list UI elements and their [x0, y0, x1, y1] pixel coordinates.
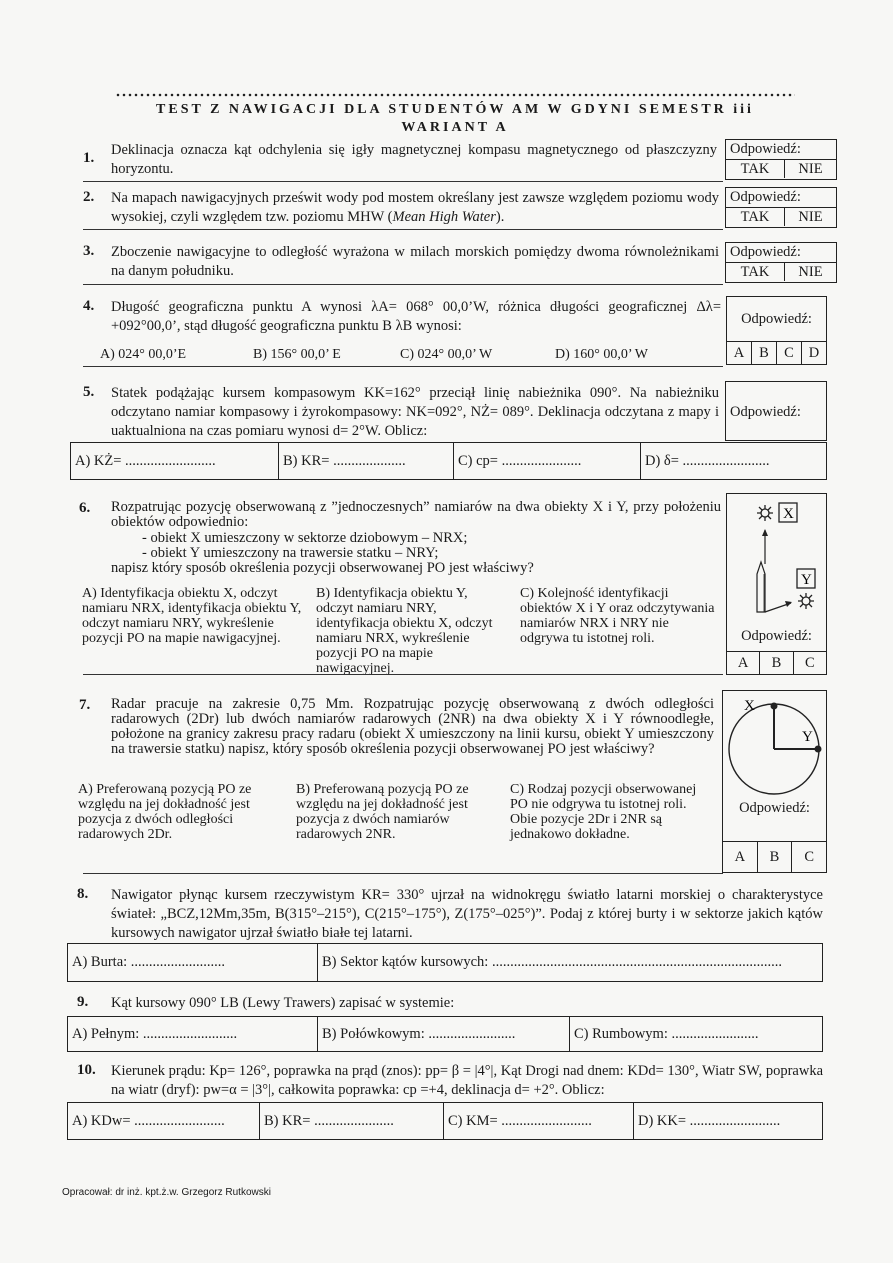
radar-label-x: X: [744, 698, 755, 714]
q6-divider: [83, 674, 723, 675]
q4-answer-c[interactable]: C: [777, 342, 802, 365]
q2-text: Na mapach nawigacyjnych prześwit wody pod mostem określany jest zawsze względem poziomu wody wysokiej, czyli względem tzw. poziomu MHW (Mean High Water).: [111, 190, 719, 225]
q9-number: 9.: [77, 994, 89, 1010]
q4-answer-a[interactable]: A: [727, 342, 752, 365]
answer-nie[interactable]: NIE: [798, 161, 823, 177]
q7-divider: [83, 873, 723, 874]
q6-option-b: B) Identyfikacja obiektu Y, odczyt namiaru NRY, identyfikacja obiektu X, odczyt namiaru NRX, wykreślenie pozycji PO na mapie nawigacyjnej.: [316, 586, 493, 676]
q3-text: Zboczenie nawigacyjne to odległość wyrażona w milach morskich pomiędzy dwoma równoleżnikami na danym południku.: [111, 244, 719, 279]
q6-diagram: [727, 494, 826, 629]
q6-option-c: C) Kolejność identyfikacji obiektów X i Y oraz odczytywania namiarów NRX i NRY nie odgrywa tu istotnej roli.: [520, 586, 715, 646]
q6-bullet-x: - obiekt X umieszczony w sektorze dziobowym – NRX;: [142, 530, 468, 546]
top-dotted-line: [115, 92, 795, 98]
label-y: Y: [801, 572, 812, 588]
answer-label: Odpowiedź:: [741, 628, 812, 644]
answer-label: Odpowiedź:: [726, 188, 836, 208]
q4-answer-box: [726, 296, 827, 365]
q9-cell-c[interactable]: C) Rumbowym: ........................: [574, 1026, 759, 1042]
q6-answer-box: [726, 493, 827, 675]
q7-option-a: A) Preferowaną pozycją PO ze względu na jej dokładność jest pozycja z dwóch odległości radarowych 2Dr.: [78, 782, 252, 842]
q7-answer-c[interactable]: C: [804, 849, 815, 865]
variant-label: WARIANT A: [401, 120, 509, 135]
answer-nie[interactable]: NIE: [798, 209, 823, 225]
answer-tak[interactable]: TAK: [726, 160, 785, 178]
q2-answer-box: [725, 187, 837, 228]
q6-question: napisz który sposób określenia pozycji obserwowanej PO jest właściwy?: [111, 560, 534, 576]
q6-answer-a[interactable]: A: [727, 652, 760, 674]
q5-answer-box: Odpowiedź:: [725, 381, 827, 441]
arrow-head-y: [785, 601, 792, 607]
q7-text: Radar pracuje na zakresie 0,75 Mm. Rozpatrując pozycję obserwowaną z dwóch odległości radarowych (2Dr) lub dwóch namiarów radarowych (2NR) na dwa obiekty X i Y równoodległe, położone na granicy zakresu pracy radaru (obiekt X umieszczony na linii kursu, obiekt Y umieszczony na trawersie statku) napisz, który sposób określenia pozycji obserwowanej PO jest właściwy?: [111, 696, 714, 757]
q7-answer-b[interactable]: B: [758, 842, 793, 872]
q8-answer-row: [67, 943, 823, 982]
q4-divider: [83, 366, 723, 367]
q10-number: 10.: [77, 1062, 96, 1078]
label-x: X: [783, 506, 794, 522]
q9-answer-row: [67, 1016, 823, 1052]
q3-number: 3.: [83, 243, 95, 259]
q6-answer-c[interactable]: C: [804, 655, 815, 671]
arrow-head-x: [762, 529, 768, 536]
q6-answer-b[interactable]: B: [760, 652, 793, 674]
answer-label: Odpowiedź:: [739, 800, 810, 816]
q2-divider: [83, 229, 723, 230]
q5-cell-c[interactable]: C) cp= ......................: [454, 443, 641, 479]
q7-answer-a[interactable]: A: [723, 842, 758, 872]
q10-text: Kierunek prądu: Kp= 126°, poprawka na prąd (znos): pp= β = |4°|, Kąt Drogi nad dnem: KDd= 130°, Wiatr SW, poprawka na wiatr (dryf): pw=α = |3°|, całkowita poprawka: cp =+4, deklinacja d= +2°. Oblicz:: [111, 1063, 823, 1098]
q8-cell-b[interactable]: B) Sektor kątów kursowych: ................................................................................: [322, 954, 782, 970]
q4-answer-b[interactable]: B: [752, 342, 777, 365]
radar-target-x: [771, 703, 778, 710]
q2-number: 2.: [83, 189, 95, 205]
radar-target-y: [815, 746, 822, 753]
q5-text: Statek podążając kursem kompasowym KK=162° przeciął linię nabieżnika 090°. Na nabieżniku odczytano namiar kompasowy i żyrokompasowy: NK=092°, NŻ= 089°. Deklinacja odczytana z mapy i uaktualniona na czas pomiaru wynosi d= 2°W. Oblicz:: [111, 385, 719, 439]
q4-number: 4.: [83, 298, 95, 314]
q4-text: Długość geograficzna punktu A wynosi λA= 068° 00,0’W, różnica długości geograficznej Δλ= +092°00,0’, stąd długość geograficzna punktu B λB wynosi:: [111, 299, 721, 334]
q7-answer-box: [722, 690, 827, 873]
answer-tak[interactable]: TAK: [726, 263, 785, 281]
q6-option-a: A) Identyfikacja obiektu X, odczyt namiaru NRX, identyfikacja obiektu Y, odczyt namiaru NRY, wykreślenie pozycji PO na mapie nawigacyjnej.: [82, 586, 302, 646]
q10-cell-c[interactable]: C) KM= .........................: [444, 1103, 634, 1139]
q5-answer-row: [70, 442, 827, 480]
q5-cell-b[interactable]: B) KR= ....................: [279, 443, 454, 479]
answer-tak[interactable]: TAK: [726, 208, 785, 226]
q7-option-c: C) Rodzaj pozycji obserwowanej PO nie odgrywa tu istotnej roli. Obie pozycje 2Dr i 2NR są jednakowo dokładne.: [510, 782, 697, 842]
q4-option-a: A) 024° 00,0’E: [100, 347, 187, 362]
q9-cell-b[interactable]: B) Połówkowym: ........................: [318, 1017, 570, 1051]
q6-number: 6.: [79, 500, 91, 516]
q1-answer-box: [725, 139, 837, 180]
q8-number: 8.: [77, 886, 89, 902]
q7-radar-diagram: [723, 691, 826, 801]
page-title: TEST Z NAWIGACJI DLA STUDENTÓW AM W GDYNI SEMESTR iii: [156, 102, 754, 117]
radar-label-y: Y: [802, 729, 813, 745]
q6-text: Rozpatrując pozycję obserwowaną z ”jednoczesnych” namiarów na dwa obiekty X i Y, przy położeniu obiektów odpowiednio:: [111, 499, 721, 530]
footer-author: Opracował: dr inż. kpt.ż.w. Grzegorz Rutkowski: [62, 1187, 271, 1198]
q1-text: Deklinacja oznacza kąt odchylenia się igły magnetycznej kompasu magnetycznego od płaszczyzny horyzontu.: [111, 142, 717, 177]
q6-bullet-y: - obiekt Y umieszczony na trawersie statku – NRY;: [142, 545, 439, 561]
q5-cell-a[interactable]: A) KŻ= .........................: [71, 443, 279, 479]
q7-option-b: B) Preferowaną pozycją PO ze względu na jej dokładność jest pozycja z dwóch namiarów radarowych 2NR.: [296, 782, 469, 842]
q1-number: 1.: [83, 150, 95, 166]
q7-number: 7.: [79, 697, 91, 713]
q4-option-d: D) 160° 00,0’ W: [555, 347, 648, 362]
q3-divider: [83, 284, 723, 285]
sun-icon-y: [798, 593, 814, 609]
answer-label: Odpowiedź:: [727, 297, 826, 342]
q8-cell-a[interactable]: A) Burta: ..........................: [68, 944, 318, 981]
q5-cell-d[interactable]: D) δ= ........................: [645, 453, 770, 469]
q4-option-c: C) 024° 00,0’ W: [400, 347, 493, 362]
answer-nie[interactable]: NIE: [798, 264, 823, 280]
answer-label: Odpowiedź:: [726, 140, 836, 160]
q10-cell-b[interactable]: B) KR= ......................: [260, 1103, 444, 1139]
answer-label: Odpowiedź:: [726, 243, 836, 263]
q10-cell-a[interactable]: A) KDw= .........................: [68, 1103, 260, 1139]
q8-text: Nawigator płynąc kursem rzeczywistym KR= 330° ujrzał na widnokręgu światło latarni morskiej o charakterystyce świateł: „BCZ,12Mm,35m, B(315°–215°), C(215°–175°), Z(175°–025°)”. Podaj z której burty i w sektorze jakich kątów kursowych nawigator ujrzał światło białe tej latarni.: [111, 887, 823, 941]
q4-answer-d[interactable]: D: [808, 345, 820, 361]
q1-divider: [83, 181, 723, 182]
q10-cell-d[interactable]: D) KK= .........................: [638, 1113, 781, 1129]
q4-option-b: B) 156° 00,0’ E: [253, 347, 341, 362]
sun-icon-x: [757, 505, 773, 521]
q9-cell-a[interactable]: A) Pełnym: ..........................: [68, 1017, 318, 1051]
q5-number: 5.: [83, 384, 95, 400]
q10-answer-row: [67, 1102, 823, 1140]
q9-text: Kąt kursowy 090° LB (Lewy Trawers) zapisać w systemie:: [111, 995, 455, 1011]
q3-answer-box: [725, 242, 837, 283]
